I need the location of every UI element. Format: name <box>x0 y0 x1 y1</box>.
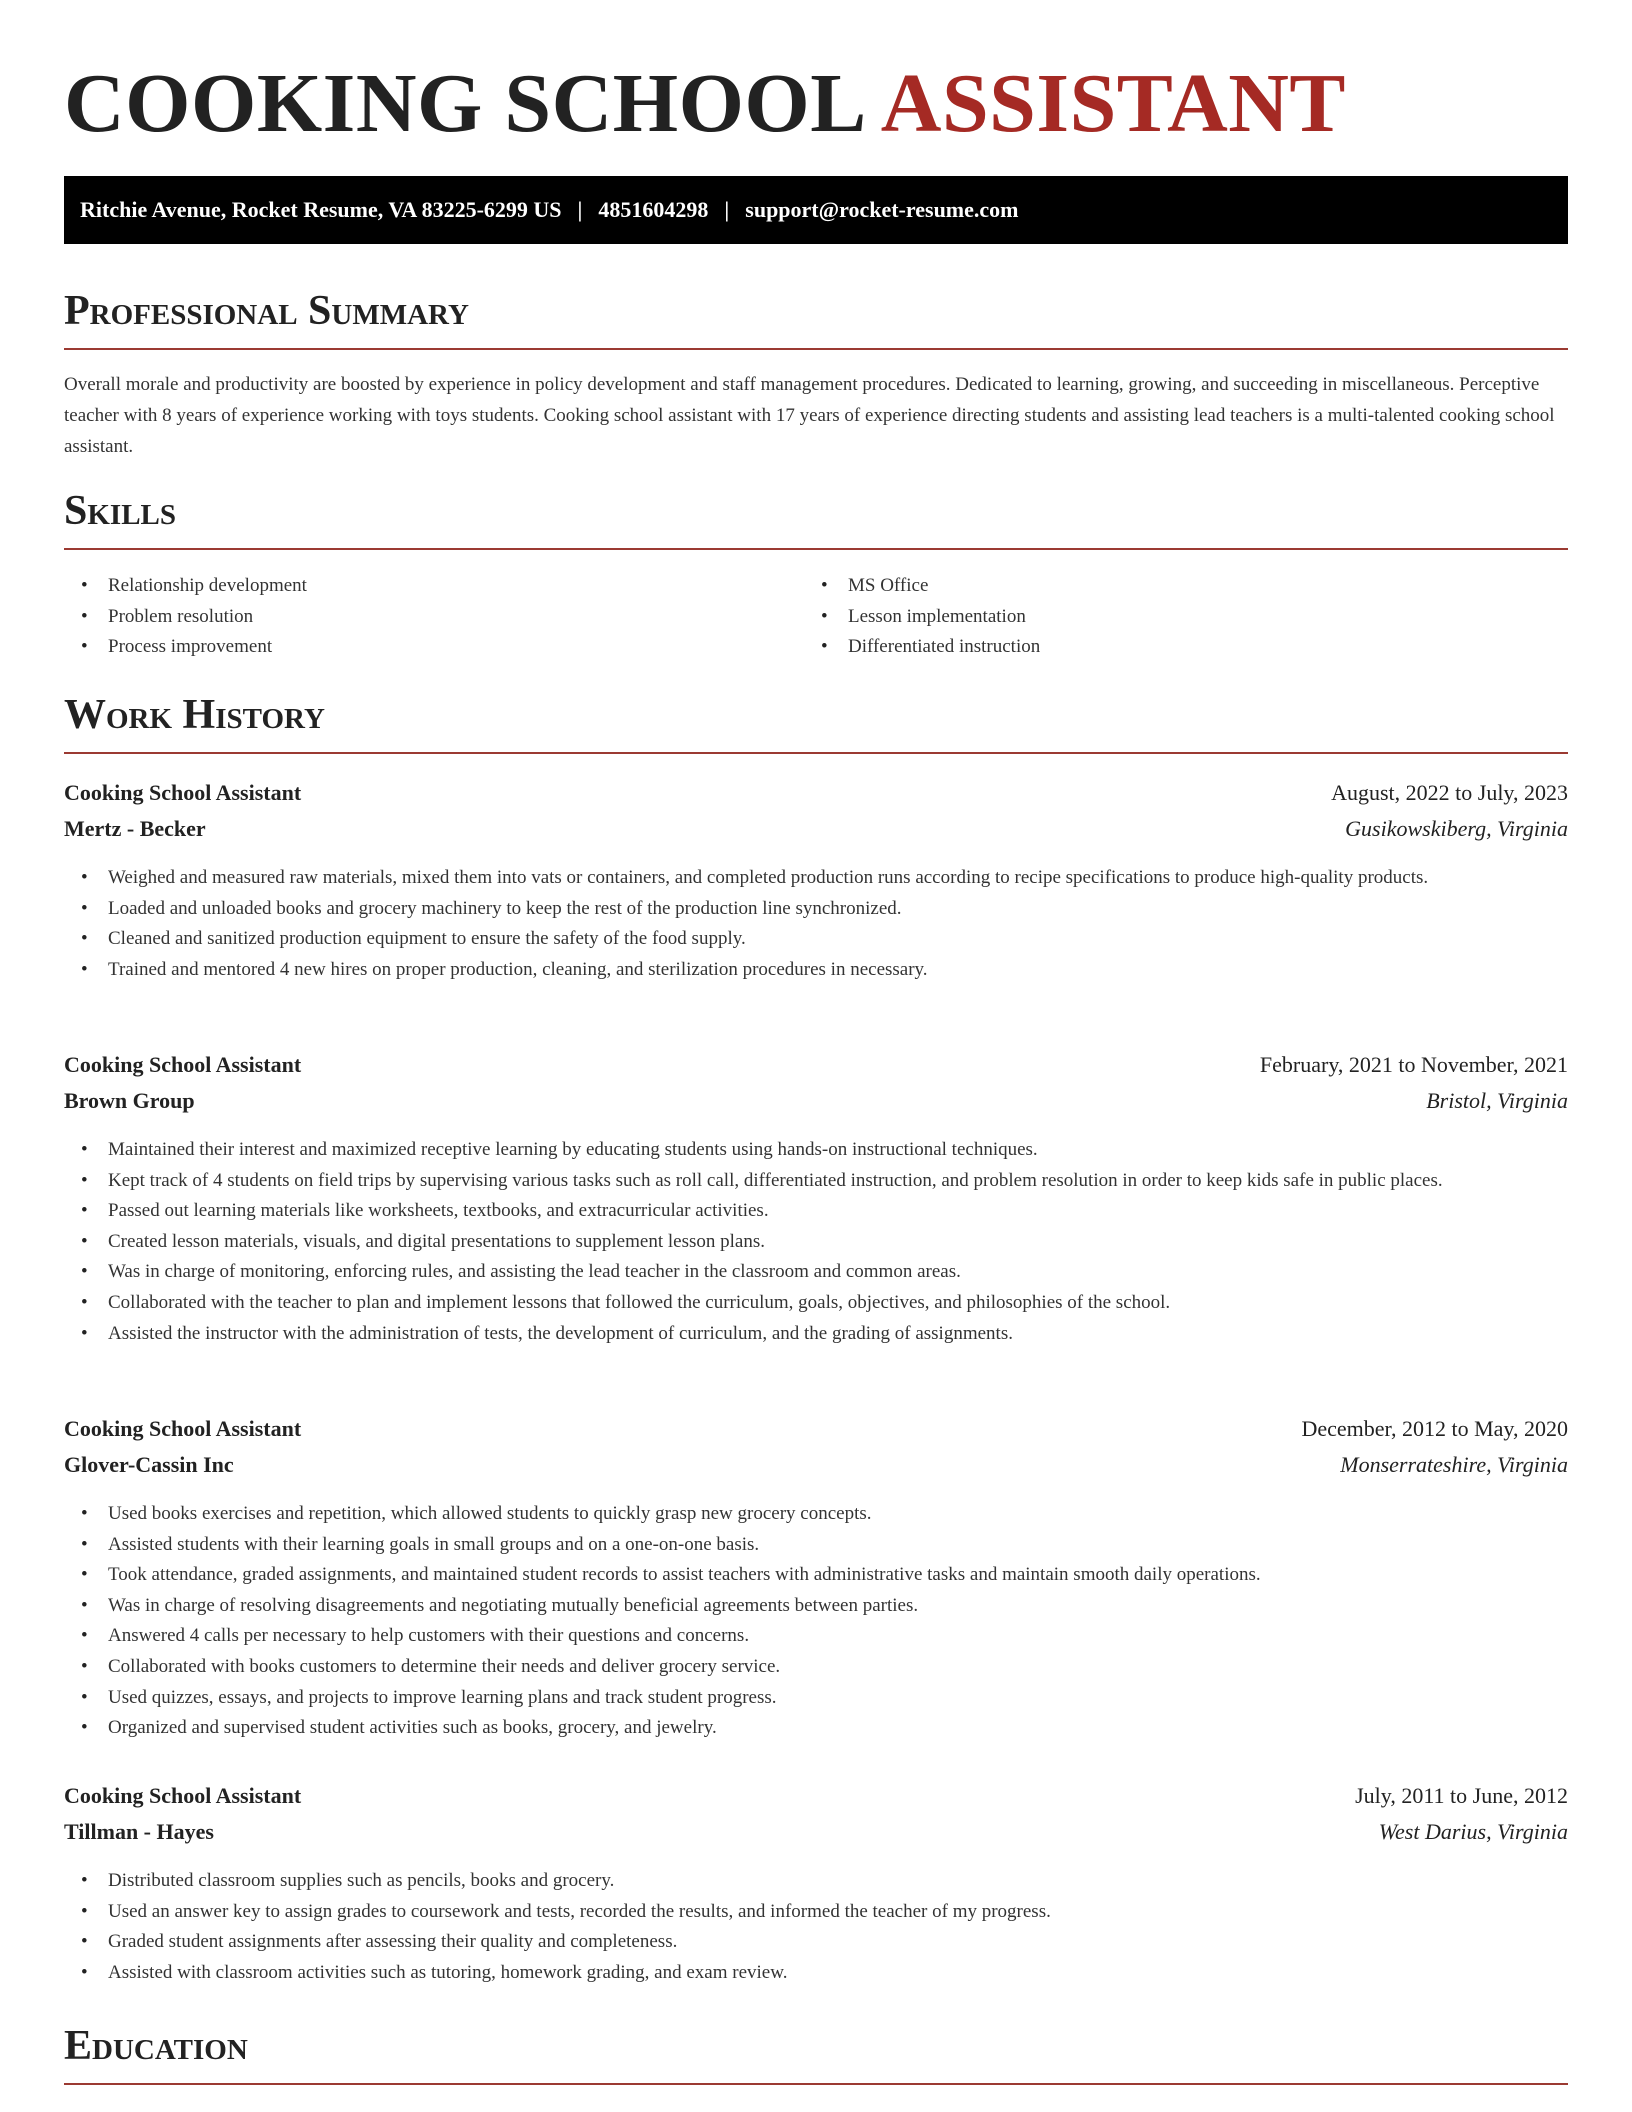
resume-name-heading <box>64 56 1346 152</box>
job-bullet: • Used quizzes, essays, and projects to improve learning plans and track student progress. <box>64 1683 1568 1714</box>
job-bullet-list <box>64 1499 1568 1744</box>
job-bullet: • Was in charge of monitoring, enforcing rules, and assisting the lead teacher in the classroom and common areas. <box>64 1257 1568 1288</box>
job-bullet: • Organized and supervised student activities such as books, grocery, and jewelry. <box>64 1713 1568 1744</box>
job-bullet: • Assisted students with their learning goals in small groups and on a one-on-one basis. <box>64 1530 1568 1561</box>
job-bullet: • Was in charge of resolving disagreements and negotiating mutually beneficial agreements between parties. <box>64 1591 1568 1622</box>
job-bullet: • Weighed and measured raw materials, mixed them into vats or containers, and completed production runs according to recipe specifications to produce high-quality products. <box>64 863 1568 894</box>
education-section-title: Education <box>64 2023 248 2069</box>
job-company: Brown Group <box>64 1088 195 1113</box>
contact-address: Ritchie Avenue, Rocket Resume, VA 83225-6299 US <box>80 197 562 222</box>
job-bullet: • Collaborated with the teacher to plan and implement lessons that followed the curriculum, goals, objectives, and philosophies of the school. <box>64 1288 1568 1319</box>
contact-separator: | <box>724 197 730 222</box>
skill-item: • Relationship development <box>64 571 804 602</box>
job-dates: December, 2012 to May, 2020 <box>1301 1416 1568 1441</box>
job-bullet: • Passed out learning materials like worksheets, textbooks, and extracurricular activities. <box>64 1196 1568 1227</box>
contact-separator: | <box>577 197 583 222</box>
skill-item: • Process improvement <box>64 632 804 663</box>
skill-item: • Lesson implementation <box>804 602 1568 633</box>
skill-item: • Differentiated instruction <box>804 632 1568 663</box>
job-location: West Darius, Virginia <box>1378 1819 1568 1844</box>
job-bullet: • Trained and mentored 4 new hires on proper production, cleaning, and sterilization procedures in necessary. <box>64 955 1568 986</box>
summary-section-title: Professional Summary <box>64 288 469 334</box>
job-location: Monserrateshire, Virginia <box>1340 1452 1568 1477</box>
job-bullet-list <box>64 1135 1568 1349</box>
job-title: Cooking School Assistant <box>64 1052 302 1077</box>
section-divider <box>64 752 1568 754</box>
job-company: Tillman - Hayes <box>64 1819 214 1844</box>
job-bullet: • Maintained their interest and maximized receptive learning by educating students using hands-on instructional techniques. <box>64 1135 1568 1166</box>
work-history-section-title: Work History <box>64 692 325 738</box>
job-bullet: • Answered 4 calls per necessary to help customers with their questions and concerns. <box>64 1621 1568 1652</box>
contact-bar <box>64 176 1568 244</box>
skills-list-right <box>804 571 1568 663</box>
job-bullet: • Cleaned and sanitized production equipment to ensure the safety of the food supply. <box>64 924 1568 955</box>
name-first-part: COOKING SCHOOL <box>64 57 867 150</box>
job-bullet-list <box>64 1866 1568 1988</box>
job-bullet: • Assisted the instructor with the administration of tests, the development of curriculum, and the grading of assignments. <box>64 1319 1568 1350</box>
job-bullet-list <box>64 863 1568 985</box>
job-dates: July, 2011 to June, 2012 <box>1355 1783 1568 1808</box>
job-bullet: • Used books exercises and repetition, which allowed students to quickly grasp new grocery concepts. <box>64 1499 1568 1530</box>
skills-list-left <box>64 571 804 663</box>
contact-phone: 4851604298 <box>598 197 709 222</box>
section-divider <box>64 548 1568 550</box>
job-title: Cooking School Assistant <box>64 1416 302 1441</box>
summary-text: Overall morale and productivity are boosted by experience in policy development and staff management procedures. Dedicated to learning, growing, and succeeding in miscellaneous. Perceptive teacher with 8 years of experience working with toys students. Cooking school assistant with 17 years of experience directing students and assisting lead teachers is a multi-talented cooking school assistant. <box>64 374 1555 457</box>
job-bullet: • Distributed classroom supplies such as pencils, books and grocery. <box>64 1866 1568 1897</box>
job-dates: February, 2021 to November, 2021 <box>1259 1052 1568 1077</box>
job-company: Mertz - Becker <box>64 816 206 841</box>
section-divider <box>64 348 1568 350</box>
job-location: Bristol, Virginia <box>1426 1088 1568 1113</box>
skill-item: • MS Office <box>804 571 1568 602</box>
section-divider <box>64 2083 1568 2085</box>
skills-section-title: Skills <box>64 488 177 534</box>
job-bullet: • Assisted with classroom activities such as tutoring, homework grading, and exam review. <box>64 1958 1568 1989</box>
skill-item: • Problem resolution <box>64 602 804 633</box>
job-bullet: • Took attendance, graded assignments, and maintained student records to assist teachers with administrative tasks and maintain smooth daily operations. <box>64 1560 1568 1591</box>
job-bullet: • Kept track of 4 students on field trips by supervising various tasks such as roll call, differentiated instruction, and problem resolution in order to keep kids safe in public places. <box>64 1166 1568 1197</box>
job-bullet: • Collaborated with books customers to determine their needs and deliver grocery service. <box>64 1652 1568 1683</box>
job-title: Cooking School Assistant <box>64 1783 302 1808</box>
name-second-part: ASSISTANT <box>880 57 1346 150</box>
job-location: Gusikowskiberg, Virginia <box>1345 816 1568 841</box>
job-title: Cooking School Assistant <box>64 780 302 805</box>
job-bullet: • Loaded and unloaded books and grocery machinery to keep the rest of the production line synchronized. <box>64 894 1568 925</box>
job-dates: August, 2022 to July, 2023 <box>1331 780 1568 805</box>
job-bullet: • Created lesson materials, visuals, and digital presentations to supplement lesson plans. <box>64 1227 1568 1258</box>
job-bullet: • Used an answer key to assign grades to coursework and tests, recorded the results, and informed the teacher of my progress. <box>64 1897 1568 1928</box>
job-company: Glover-Cassin Inc <box>64 1452 234 1477</box>
job-bullet: • Graded student assignments after assessing their quality and completeness. <box>64 1927 1568 1958</box>
contact-email: support@rocket-resume.com <box>745 197 1019 222</box>
